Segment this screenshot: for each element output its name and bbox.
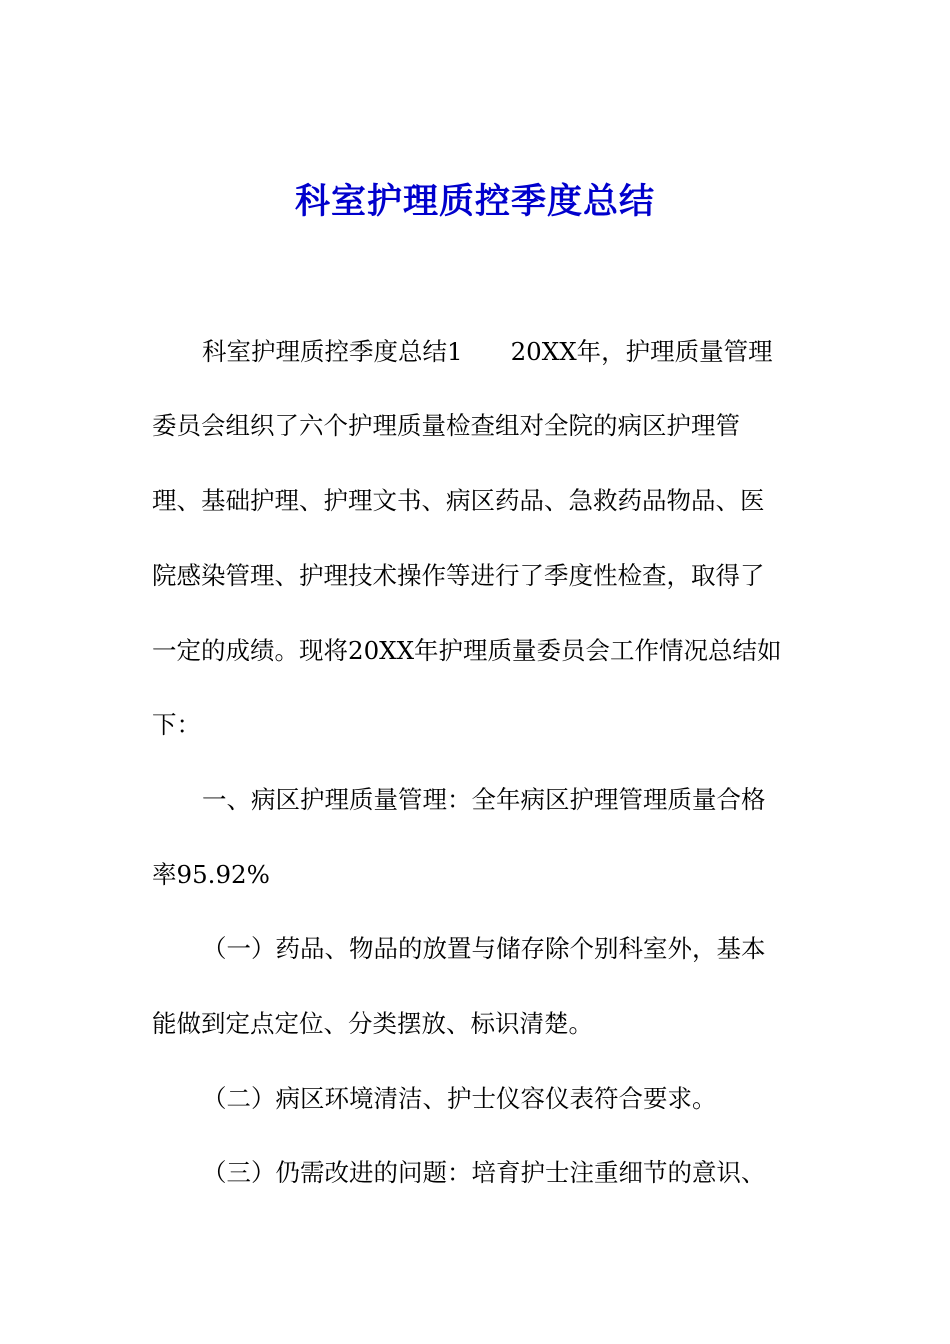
subsection-line: （三）仍需改进的问题：培育护士注重细节的意识、 [202, 1158, 766, 1187]
section-heading-line: 一、病区护理质量管理：全年病区护理管理质量合格 [202, 785, 766, 814]
paragraph-line: 一定的成绩。现将20XX年护理质量委员会工作情况总结如 [152, 636, 782, 665]
paragraph-line: 委员会组织了六个护理质量检查组对全院的病区护理管 [152, 411, 740, 440]
paragraph-line: 下： [152, 710, 201, 739]
subsection-line: （一）药品、物品的放置与储存除个别科室外，基本 [202, 934, 766, 963]
paragraph-line: 能做到定点定位、分类摆放、标识清楚。 [152, 1009, 593, 1038]
paragraph-line [202, 332, 773, 372]
paragraph-line: 院感染管理、护理技术操作等进行了季度性检查，取得了 [152, 561, 765, 590]
intro-text: 20XX年，护理质量管理 [510, 337, 773, 366]
paragraph-line: 率95.92% [152, 860, 270, 889]
paragraph-line: 理、基础护理、护理文书、病区药品、急救药品物品、医 [152, 486, 765, 515]
report-heading-inline: 科室护理质控季度总结1 [202, 337, 463, 366]
document-title: 科室护理质控季度总结 [294, 181, 655, 222]
subsection-line: （二）病区环境清洁、护士仪容仪表符合要求。 [202, 1084, 717, 1113]
